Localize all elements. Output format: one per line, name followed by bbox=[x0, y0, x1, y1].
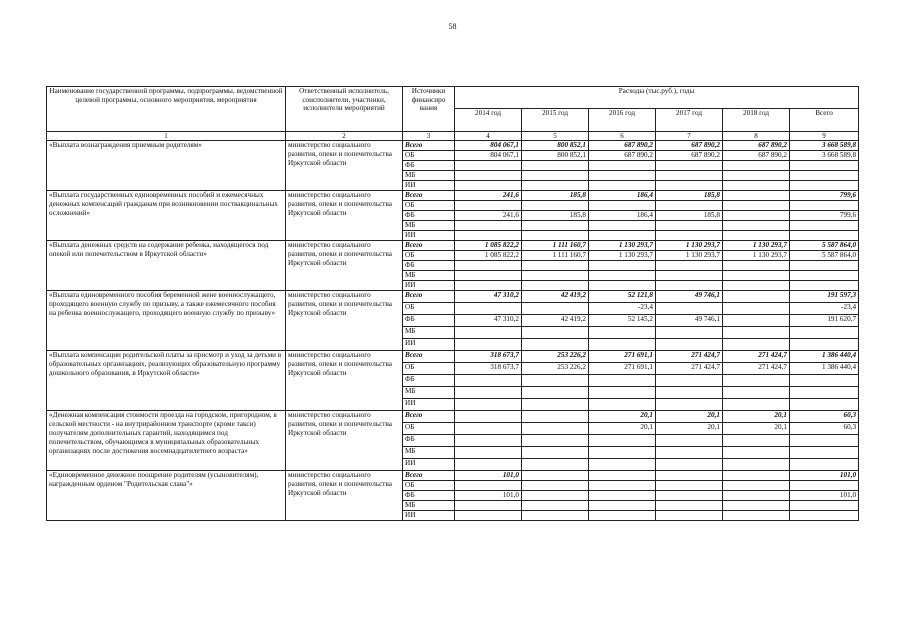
measure-name: «Выплата государственных единовременных пособий и ежемесячных денежных компенсаций гражданам при возникновении поствакцинальных осложнений» bbox=[47, 191, 286, 241]
header-year: 2015 год bbox=[522, 109, 589, 132]
column-number: 9 bbox=[790, 132, 859, 141]
total-cell: 101,0 bbox=[790, 491, 859, 501]
amount-cell bbox=[455, 261, 522, 271]
funding-source: ФБ bbox=[403, 161, 455, 171]
amount-cell bbox=[522, 161, 589, 171]
amount-cell: 1 130 293,7 bbox=[723, 241, 790, 251]
amount-cell: 186,4 bbox=[589, 211, 656, 221]
amount-cell: 20,1 bbox=[589, 411, 656, 423]
amount-cell: 20,1 bbox=[589, 423, 656, 435]
amount-cell bbox=[656, 327, 723, 339]
amount-cell: 271 691,1 bbox=[589, 351, 656, 363]
funding-source: ИИ bbox=[403, 181, 455, 191]
amount-cell: 20,1 bbox=[656, 411, 723, 423]
amount-cell: 1 130 293,7 bbox=[589, 251, 656, 261]
amount-cell: 241,6 bbox=[455, 191, 522, 201]
amount-cell: 271 424,7 bbox=[723, 351, 790, 363]
amount-cell bbox=[522, 491, 589, 501]
amount-cell bbox=[656, 181, 723, 191]
amount-cell: 271 424,7 bbox=[656, 351, 723, 363]
amount-cell bbox=[455, 327, 522, 339]
executor: министерство социального развития, опеки и попечительства Иркутской области bbox=[286, 471, 403, 521]
total-cell bbox=[790, 375, 859, 387]
amount-cell: 687 890,2 bbox=[723, 141, 790, 151]
amount-cell: 186,4 bbox=[589, 191, 656, 201]
table-row bbox=[47, 291, 859, 303]
amount-cell: 52 121,8 bbox=[589, 291, 656, 303]
total-cell bbox=[790, 447, 859, 459]
total-cell bbox=[790, 399, 859, 411]
table-row bbox=[47, 141, 859, 151]
amount-cell bbox=[656, 231, 723, 241]
total-cell bbox=[790, 231, 859, 241]
amount-cell bbox=[455, 435, 522, 447]
amount-cell bbox=[723, 481, 790, 491]
amount-cell: 271 424,7 bbox=[656, 363, 723, 375]
expenses-table bbox=[46, 86, 859, 521]
header-name: Наименование государственной программы, подпрограммы, ведомственной целевой программы, основного мероприятия, мероприятия bbox=[47, 87, 286, 132]
total-cell bbox=[790, 501, 859, 511]
amount-cell bbox=[656, 447, 723, 459]
amount-cell bbox=[723, 339, 790, 351]
total-cell: 5 587 864,0 bbox=[790, 251, 859, 261]
funding-source: ОБ bbox=[403, 303, 455, 315]
column-number: 4 bbox=[455, 132, 522, 141]
amount-cell bbox=[455, 511, 522, 521]
total-cell: 3 668 589,8 bbox=[790, 141, 859, 151]
executor: министерство социального развития, опеки и попечительства Иркутской области bbox=[286, 291, 403, 351]
amount-cell bbox=[522, 435, 589, 447]
amount-cell bbox=[455, 387, 522, 399]
amount-cell bbox=[589, 161, 656, 171]
table-row bbox=[47, 351, 859, 363]
amount-cell bbox=[656, 339, 723, 351]
amount-cell bbox=[656, 471, 723, 481]
amount-cell bbox=[723, 161, 790, 171]
amount-cell bbox=[723, 271, 790, 281]
amount-cell: 253 226,2 bbox=[522, 351, 589, 363]
funding-source: Всего bbox=[403, 411, 455, 423]
amount-cell bbox=[656, 375, 723, 387]
total-cell: 5 587 864,0 bbox=[790, 241, 859, 251]
amount-cell bbox=[589, 435, 656, 447]
funding-source: ИИ bbox=[403, 231, 455, 241]
amount-cell bbox=[723, 327, 790, 339]
amount-cell bbox=[455, 181, 522, 191]
amount-cell: 271 691,1 bbox=[589, 363, 656, 375]
amount-cell bbox=[656, 501, 723, 511]
amount-cell bbox=[723, 303, 790, 315]
measure-name: «Выплата единовременного пособия беременной жене военнослужащего, проходящего военную службу по призыву, а также ежемесячного пособия на ребенка военнослужащего, проходящего военную службу по призыву» bbox=[47, 291, 286, 351]
amount-cell bbox=[656, 281, 723, 291]
amount-cell bbox=[723, 211, 790, 221]
total-cell: -23,4 bbox=[790, 303, 859, 315]
header-total: Всего bbox=[790, 109, 859, 132]
amount-cell bbox=[589, 221, 656, 231]
total-cell: 191 597,3 bbox=[790, 291, 859, 303]
table-row bbox=[47, 471, 859, 481]
amount-cell bbox=[723, 459, 790, 471]
amount-cell: 20,1 bbox=[723, 411, 790, 423]
funding-source: Всего bbox=[403, 291, 455, 303]
amount-cell bbox=[455, 423, 522, 435]
amount-cell bbox=[522, 459, 589, 471]
amount-cell bbox=[723, 511, 790, 521]
amount-cell: 101,0 bbox=[455, 471, 522, 481]
total-cell: 1 386 440,4 bbox=[790, 351, 859, 363]
header-year: 2018 год bbox=[723, 109, 790, 132]
amount-cell bbox=[522, 387, 589, 399]
amount-cell bbox=[455, 447, 522, 459]
amount-cell bbox=[723, 261, 790, 271]
total-cell bbox=[790, 171, 859, 181]
amount-cell: 1 085 822,2 bbox=[455, 251, 522, 261]
total-cell: 1 386 440,4 bbox=[790, 363, 859, 375]
total-cell: 191 620,7 bbox=[790, 315, 859, 327]
header-expenses: Расходы (тыс.руб.), годы bbox=[455, 87, 859, 109]
amount-cell: 687 890,2 bbox=[656, 151, 723, 161]
amount-cell bbox=[723, 375, 790, 387]
amount-cell bbox=[723, 435, 790, 447]
amount-cell: 241,6 bbox=[455, 211, 522, 221]
amount-cell bbox=[656, 481, 723, 491]
executor: министерство социального развития, опеки и попечительства Иркутской области bbox=[286, 411, 403, 471]
funding-source: ФБ bbox=[403, 261, 455, 271]
amount-cell bbox=[522, 231, 589, 241]
total-cell bbox=[790, 271, 859, 281]
amount-cell: 1 130 293,7 bbox=[589, 241, 656, 251]
amount-cell bbox=[455, 171, 522, 181]
funding-source: ОБ bbox=[403, 423, 455, 435]
amount-cell bbox=[589, 375, 656, 387]
amount-cell bbox=[656, 261, 723, 271]
amount-cell bbox=[455, 339, 522, 351]
amount-cell bbox=[455, 459, 522, 471]
header-source: Источники финансиро вания bbox=[403, 87, 455, 132]
amount-cell: 49 746,1 bbox=[656, 315, 723, 327]
amount-cell bbox=[455, 501, 522, 511]
amount-cell bbox=[589, 271, 656, 281]
amount-cell: 318 673,7 bbox=[455, 363, 522, 375]
amount-cell bbox=[589, 459, 656, 471]
column-number: 8 bbox=[723, 132, 790, 141]
funding-source: МБ bbox=[403, 387, 455, 399]
amount-cell: 800 852,1 bbox=[522, 151, 589, 161]
amount-cell: 800 852,1 bbox=[522, 141, 589, 151]
table-row bbox=[47, 191, 859, 201]
measure-name: «Выплата денежных средств на содержание ребенка, находящегося под опекой или попечительством в Иркутской области» bbox=[47, 241, 286, 291]
amount-cell: 1 130 293,7 bbox=[656, 241, 723, 251]
funding-source: ФБ bbox=[403, 315, 455, 327]
amount-cell bbox=[589, 339, 656, 351]
amount-cell bbox=[723, 201, 790, 211]
amount-cell bbox=[656, 221, 723, 231]
amount-cell: 20,1 bbox=[656, 423, 723, 435]
measure-name: «Выплата вознаграждения приемным родителям» bbox=[47, 141, 286, 191]
amount-cell bbox=[723, 501, 790, 511]
amount-cell bbox=[656, 303, 723, 315]
total-cell bbox=[790, 181, 859, 191]
amount-cell: 185,8 bbox=[656, 211, 723, 221]
amount-cell bbox=[656, 171, 723, 181]
amount-cell bbox=[723, 399, 790, 411]
amount-cell bbox=[656, 201, 723, 211]
amount-cell: 47 310,2 bbox=[455, 315, 522, 327]
amount-cell bbox=[656, 435, 723, 447]
funding-source: МБ bbox=[403, 221, 455, 231]
header-year: 2016 год bbox=[589, 109, 656, 132]
funding-source: ОБ bbox=[403, 363, 455, 375]
amount-cell bbox=[522, 327, 589, 339]
total-cell: 799,6 bbox=[790, 191, 859, 201]
amount-cell bbox=[589, 261, 656, 271]
amount-cell bbox=[455, 231, 522, 241]
measure-name: «Денежная компенсация стоимости проезда на городском, пригородном, в сельской местности - на внутрирайонном транспорте (кроме такси) получателям дополнительных гарантий, находящимся под попечительством, обучающимся в муниципальных образовательных организациях после достижения восемнадцатилетнего возраста» bbox=[47, 411, 286, 471]
amount-cell bbox=[455, 281, 522, 291]
amount-cell bbox=[522, 281, 589, 291]
amount-cell bbox=[589, 387, 656, 399]
amount-cell bbox=[723, 231, 790, 241]
total-cell bbox=[790, 221, 859, 231]
funding-source: ОБ bbox=[403, 201, 455, 211]
amount-cell bbox=[455, 375, 522, 387]
amount-cell: 804 067,1 bbox=[455, 151, 522, 161]
funding-source: ИИ bbox=[403, 459, 455, 471]
total-cell: 60,3 bbox=[790, 423, 859, 435]
amount-cell bbox=[723, 281, 790, 291]
amount-cell bbox=[455, 161, 522, 171]
amount-cell bbox=[723, 315, 790, 327]
amount-cell: 687 890,2 bbox=[589, 151, 656, 161]
amount-cell: -23,4 bbox=[589, 303, 656, 315]
table-row bbox=[47, 411, 859, 423]
funding-source: ФБ bbox=[403, 211, 455, 221]
amount-cell: 687 890,2 bbox=[723, 151, 790, 161]
funding-source: ИИ bbox=[403, 399, 455, 411]
amount-cell bbox=[656, 459, 723, 471]
amount-cell: 1 130 293,7 bbox=[723, 251, 790, 261]
amount-cell bbox=[656, 161, 723, 171]
amount-cell bbox=[723, 221, 790, 231]
amount-cell bbox=[723, 471, 790, 481]
column-number: 6 bbox=[589, 132, 656, 141]
column-numbers-row bbox=[47, 132, 859, 141]
total-cell bbox=[790, 161, 859, 171]
amount-cell bbox=[522, 181, 589, 191]
funding-source: ФБ bbox=[403, 491, 455, 501]
total-cell: 3 668 589,8 bbox=[790, 151, 859, 161]
amount-cell: 185,8 bbox=[522, 211, 589, 221]
funding-source: МБ bbox=[403, 171, 455, 181]
amount-cell bbox=[455, 201, 522, 211]
amount-cell bbox=[522, 411, 589, 423]
amount-cell bbox=[522, 221, 589, 231]
amount-cell bbox=[656, 511, 723, 521]
amount-cell bbox=[723, 181, 790, 191]
amount-cell bbox=[522, 171, 589, 181]
executor: министерство социального развития, опеки и попечительства Иркутской области bbox=[286, 241, 403, 291]
amount-cell: 687 890,2 bbox=[656, 141, 723, 151]
executor: министерство социального развития, опеки и попечительства Иркутской области bbox=[286, 351, 403, 411]
amount-cell: 804 067,1 bbox=[455, 141, 522, 151]
column-number: 7 bbox=[656, 132, 723, 141]
amount-cell bbox=[522, 399, 589, 411]
amount-cell bbox=[522, 261, 589, 271]
amount-cell bbox=[455, 271, 522, 281]
funding-source: ИИ bbox=[403, 511, 455, 521]
amount-cell bbox=[723, 447, 790, 459]
header-year: 2014 год bbox=[455, 109, 522, 132]
amount-cell bbox=[589, 281, 656, 291]
amount-cell bbox=[522, 447, 589, 459]
total-cell bbox=[790, 435, 859, 447]
funding-source: ФБ bbox=[403, 375, 455, 387]
amount-cell bbox=[589, 171, 656, 181]
page-number: 58 bbox=[448, 22, 457, 31]
total-cell bbox=[790, 201, 859, 211]
amount-cell bbox=[723, 291, 790, 303]
amount-cell bbox=[656, 387, 723, 399]
amount-cell: 318 673,7 bbox=[455, 351, 522, 363]
column-number: 5 bbox=[522, 132, 589, 141]
amount-cell bbox=[455, 399, 522, 411]
amount-cell bbox=[455, 481, 522, 491]
amount-cell bbox=[589, 481, 656, 491]
header-executor: Ответственный исполнитель, соисполнители, участники, исполнители мероприятий bbox=[286, 87, 403, 132]
amount-cell bbox=[522, 271, 589, 281]
amount-cell bbox=[589, 471, 656, 481]
funding-source: Всего bbox=[403, 141, 455, 151]
executor: министерство социального развития, опеки и попечительства Иркутской области bbox=[286, 191, 403, 241]
amount-cell bbox=[656, 271, 723, 281]
amount-cell: 1 111 160,7 bbox=[522, 241, 589, 251]
amount-cell bbox=[522, 501, 589, 511]
amount-cell: 49 746,1 bbox=[656, 291, 723, 303]
funding-source: Всего bbox=[403, 471, 455, 481]
amount-cell bbox=[522, 303, 589, 315]
funding-source: ФБ bbox=[403, 435, 455, 447]
amount-cell bbox=[723, 191, 790, 201]
amount-cell bbox=[589, 501, 656, 511]
amount-cell: 253 226,2 bbox=[522, 363, 589, 375]
amount-cell: 687 890,2 bbox=[589, 141, 656, 151]
amount-cell: 185,8 bbox=[522, 191, 589, 201]
amount-cell bbox=[522, 471, 589, 481]
funding-source: ИИ bbox=[403, 281, 455, 291]
amount-cell bbox=[522, 339, 589, 351]
total-cell bbox=[790, 281, 859, 291]
funding-source: МБ bbox=[403, 501, 455, 511]
total-cell bbox=[790, 387, 859, 399]
total-cell: 799,6 bbox=[790, 211, 859, 221]
header-year: 2017 год bbox=[656, 109, 723, 132]
amount-cell bbox=[455, 303, 522, 315]
measure-name: «Выплата компенсации родительской платы за присмотр и уход за детьми в образовательных организациях, реализующих образовательную программу дошкольного образования, в Иркутской области» bbox=[47, 351, 286, 411]
amount-cell: 185,8 bbox=[656, 191, 723, 201]
amount-cell: 1 111 160,7 bbox=[522, 251, 589, 261]
total-cell bbox=[790, 511, 859, 521]
amount-cell bbox=[723, 171, 790, 181]
funding-source: ОБ bbox=[403, 481, 455, 491]
amount-cell: 1 085 822,2 bbox=[455, 241, 522, 251]
amount-cell: 47 310,2 bbox=[455, 291, 522, 303]
total-cell bbox=[790, 459, 859, 471]
measure-name: «Единовременное денежное поощрение родителям (усыновителям), награжденным орденом "Родительская слава"» bbox=[47, 471, 286, 521]
column-number: 1 bbox=[47, 132, 286, 141]
amount-cell bbox=[522, 423, 589, 435]
funding-source: МБ bbox=[403, 447, 455, 459]
amount-cell: 52 145,2 bbox=[589, 315, 656, 327]
amount-cell bbox=[455, 221, 522, 231]
amount-cell bbox=[589, 181, 656, 191]
total-cell bbox=[790, 481, 859, 491]
funding-source: Всего bbox=[403, 191, 455, 201]
funding-source: МБ bbox=[403, 327, 455, 339]
column-number: 2 bbox=[286, 132, 403, 141]
amount-cell bbox=[656, 399, 723, 411]
executor: министерство социального развития, опеки и попечительства Иркутской области bbox=[286, 141, 403, 191]
table-row bbox=[47, 241, 859, 251]
amount-cell bbox=[723, 387, 790, 399]
total-cell: 60,3 bbox=[790, 411, 859, 423]
total-cell: 101,0 bbox=[790, 471, 859, 481]
amount-cell bbox=[589, 399, 656, 411]
funding-source: Всего bbox=[403, 241, 455, 251]
total-cell bbox=[790, 327, 859, 339]
funding-source: ОБ bbox=[403, 151, 455, 161]
amount-cell bbox=[589, 231, 656, 241]
amount-cell: 1 130 293,7 bbox=[656, 251, 723, 261]
amount-cell: 42 419,2 bbox=[522, 291, 589, 303]
amount-cell: 271 424,7 bbox=[723, 363, 790, 375]
amount-cell bbox=[589, 491, 656, 501]
amount-cell bbox=[522, 481, 589, 491]
funding-source: Всего bbox=[403, 351, 455, 363]
amount-cell bbox=[723, 491, 790, 501]
amount-cell: 42 419,2 bbox=[522, 315, 589, 327]
amount-cell bbox=[589, 447, 656, 459]
funding-source: МБ bbox=[403, 271, 455, 281]
amount-cell bbox=[455, 411, 522, 423]
amount-cell: 101,0 bbox=[455, 491, 522, 501]
total-cell bbox=[790, 339, 859, 351]
amount-cell bbox=[656, 491, 723, 501]
amount-cell: 20,1 bbox=[723, 423, 790, 435]
amount-cell bbox=[522, 511, 589, 521]
funding-source: ОБ bbox=[403, 251, 455, 261]
funding-source: ИИ bbox=[403, 339, 455, 351]
amount-cell bbox=[589, 511, 656, 521]
amount-cell bbox=[522, 375, 589, 387]
amount-cell bbox=[589, 327, 656, 339]
amount-cell bbox=[589, 201, 656, 211]
total-cell bbox=[790, 261, 859, 271]
column-number: 3 bbox=[403, 132, 455, 141]
amount-cell bbox=[522, 201, 589, 211]
